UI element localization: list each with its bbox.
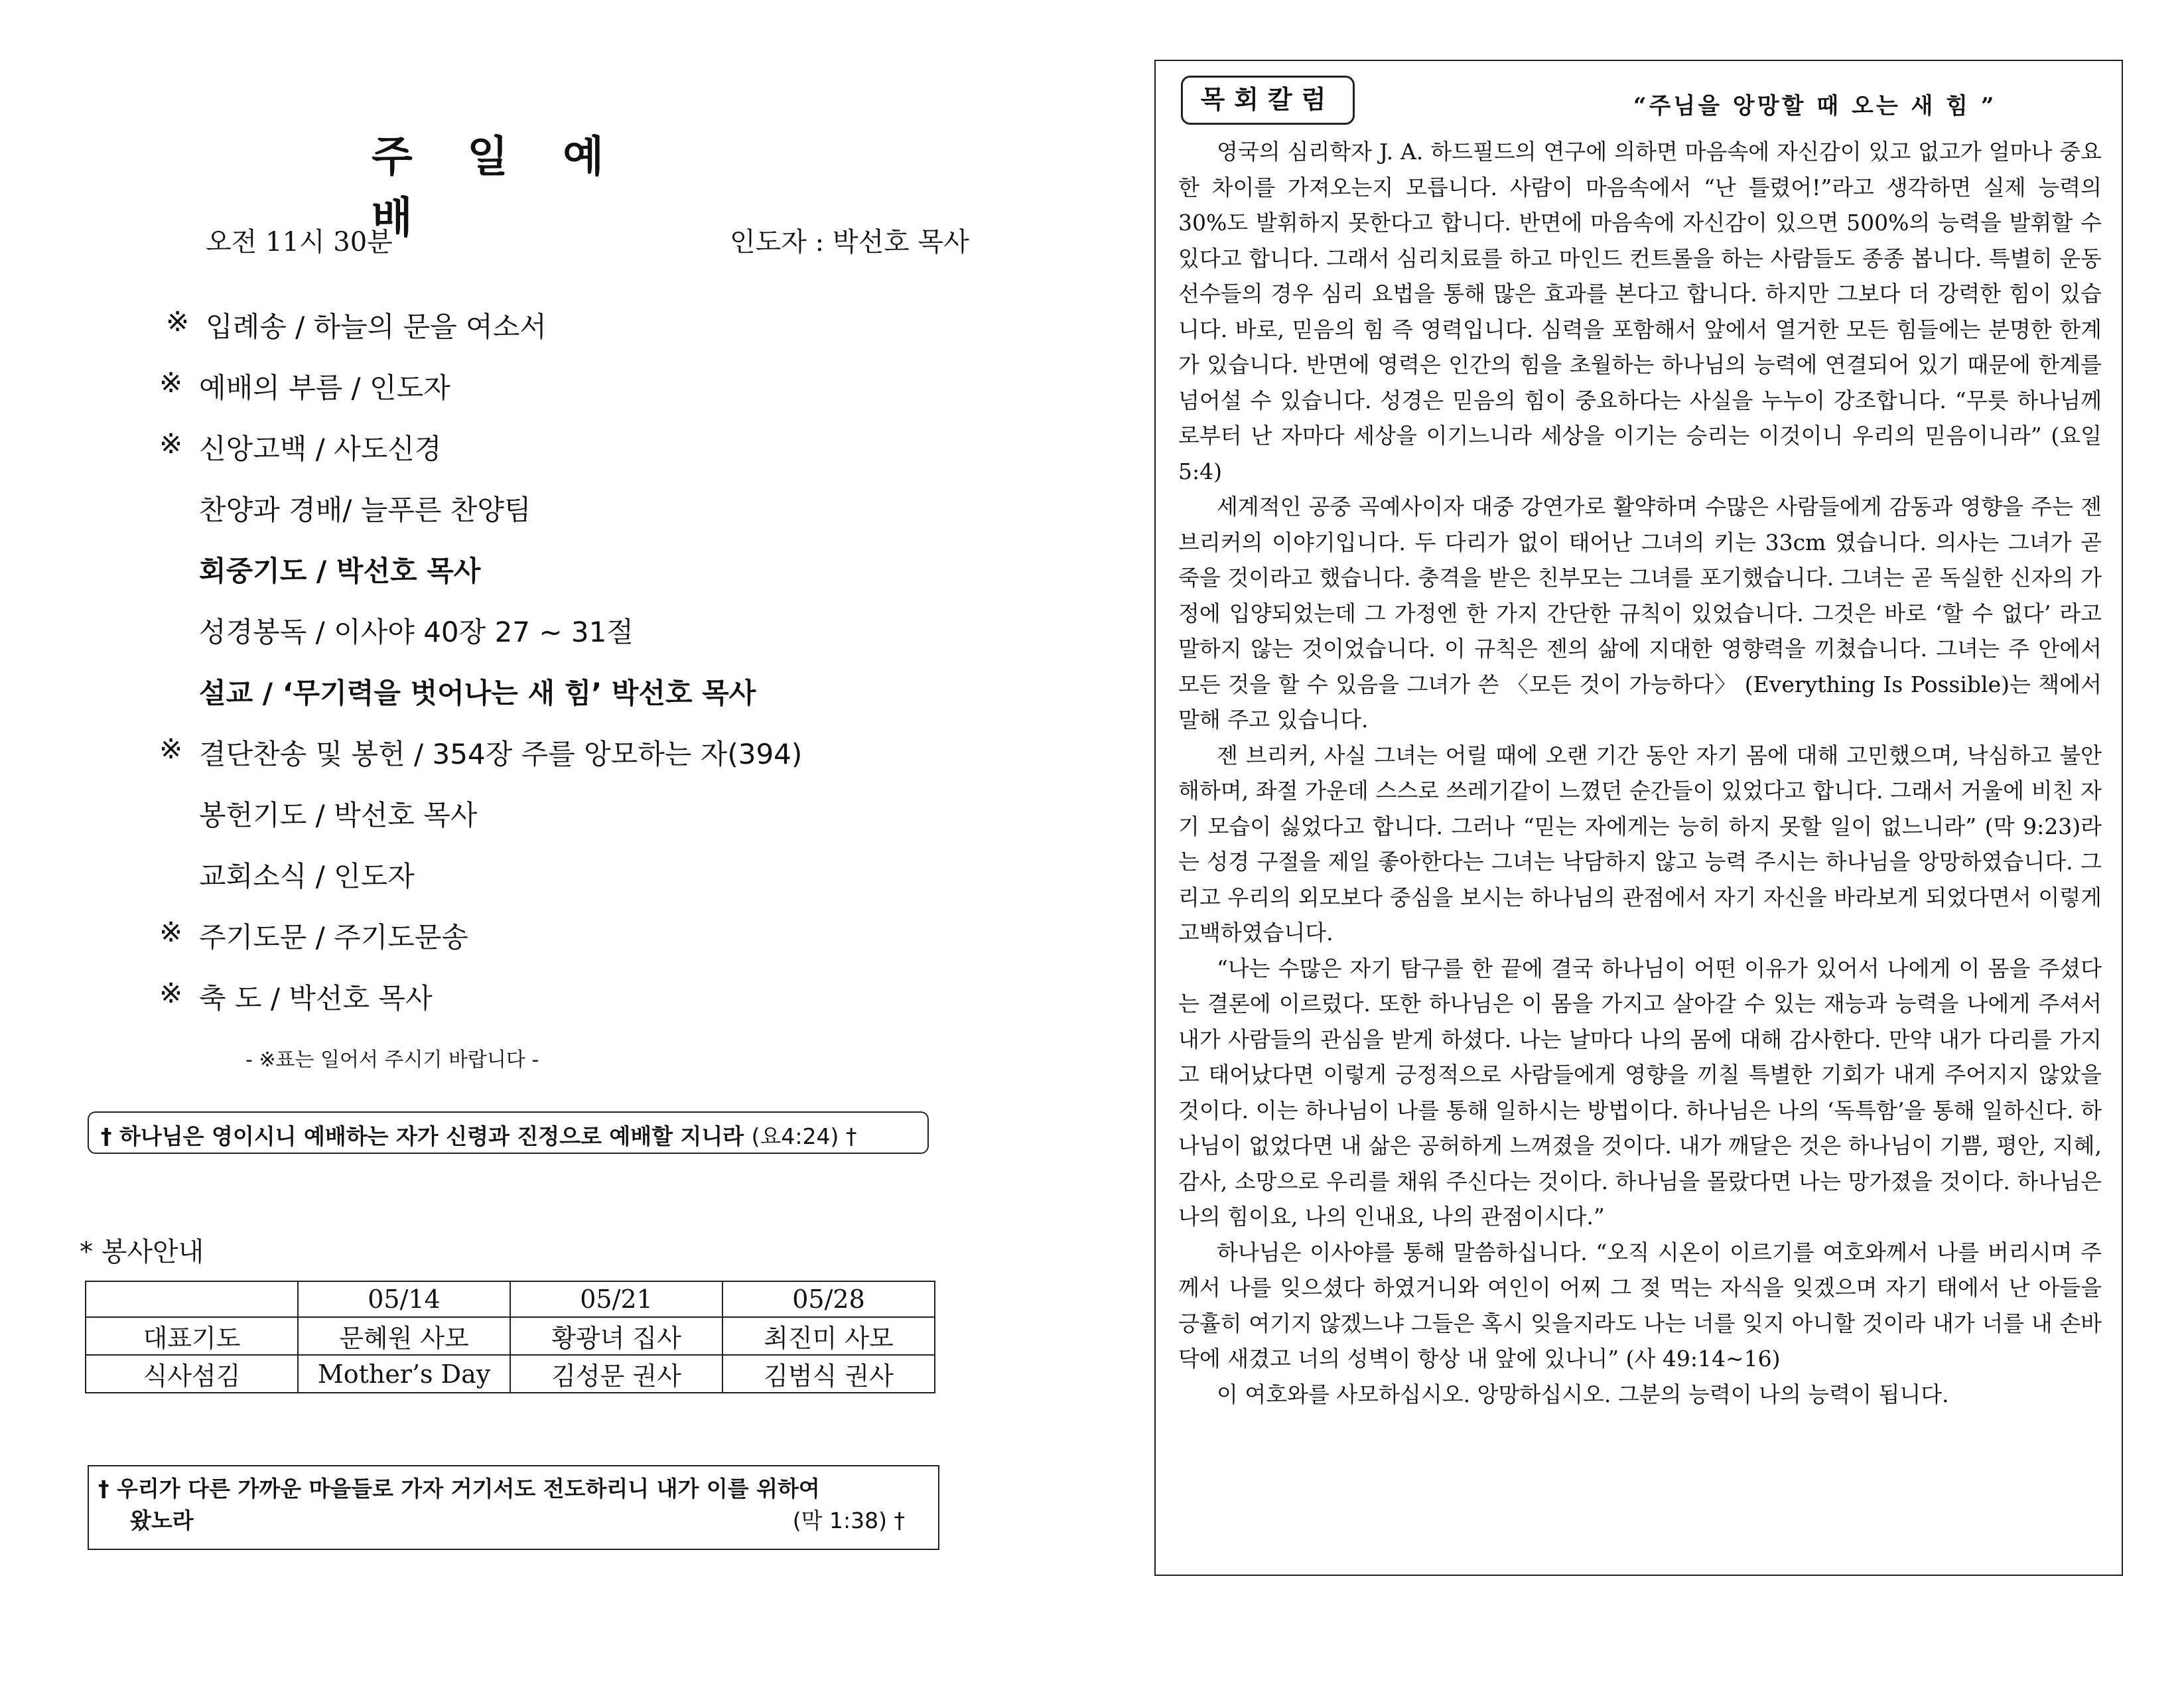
order-item <box>199 549 480 589</box>
column-tag: 목회칼럼 <box>1181 76 1355 125</box>
order-item-text: 설교 / ‘무기력을 벗어나는 새 힘’ 박선호 목사 <box>199 677 756 709</box>
order-item <box>166 305 547 345</box>
table-row <box>86 1355 935 1393</box>
paragraph: 이 여호와를 사모하십시오. 앙망하십시오. 그분의 능력이 나의 능력이 됩니다. <box>1217 1381 1949 1407</box>
worship-time: 오전 11시 30분 <box>206 227 393 257</box>
standing-mark: ※ <box>159 733 183 765</box>
standing-mark: ※ <box>159 366 183 399</box>
order-item-text: 회중기도 / 박선호 목사 <box>199 555 481 587</box>
table-cell: 김범식 권사 <box>722 1355 935 1393</box>
table-header: 05/21 <box>510 1281 722 1317</box>
table-cell: 문혜원 사모 <box>298 1317 510 1355</box>
scripture-box-mark <box>88 1465 939 1550</box>
paragraph: 하나님은 이사야를 통해 말씀하십니다. “오직 시온이 이르기를 여호와께서 나를 버리시며 주께서 나를 잊으셨다 하였거니와 여인이 어찌 그 젖 먹는 자식을 잊겠으며 자기 태에서 난 아들을 긍휼히 여기지 않겠느냐 그들은 혹시 잊을지라도 나는 너를 잊지 아니할 것이라 내가 너를 내 손바닥에 새겼고 너의 성벽이 항상 내 앞에 있나니” (사 49:14~16) <box>1178 1239 2102 1372</box>
order-item-text: 찬양과 경배/ 늘푸른 찬양팀 <box>199 494 531 526</box>
standing-mark: ※ <box>159 427 183 460</box>
order-item <box>159 977 433 1017</box>
order-item-text: 성경봉독 / 이사야 40장 27 ~ 31절 <box>199 616 634 648</box>
order-item-text: 입례송 / 하늘의 문을 여소서 <box>206 311 547 343</box>
order-item-text: 예배의 부름 / 인도자 <box>199 372 450 404</box>
order-item-text: 봉헌기도 / 박선호 목사 <box>199 799 478 831</box>
pastor-column <box>1154 60 2123 1576</box>
order-item-text: 축 도 / 박선호 목사 <box>199 982 433 1015</box>
standing-mark: ※ <box>166 305 190 338</box>
order-item <box>199 794 477 833</box>
worship-leader: 인도자 : 박선호 목사 <box>730 227 969 257</box>
scripture-line: † 우리가 다른 가까운 마을들로 가자 거기서도 전도하리니 내가 이를 위하여 <box>98 1476 820 1502</box>
order-item <box>199 488 531 528</box>
scripture-line <box>98 1505 929 1537</box>
table-cell: 식사섬김 <box>86 1355 298 1393</box>
standing-note: - ※표는 일어서 주시기 바랍니다 - <box>245 1048 539 1072</box>
worship-title: 주 일 예 배 <box>372 132 624 243</box>
column-body <box>1178 134 2102 1412</box>
order-item <box>159 427 442 467</box>
order-item-text: 신앙고백 / 사도신경 <box>199 433 442 465</box>
table-cell: 김성문 권사 <box>510 1355 722 1393</box>
order-item <box>159 733 803 772</box>
scripture-box-john <box>88 1111 929 1154</box>
table-row <box>86 1317 935 1355</box>
table-row <box>86 1281 935 1317</box>
paragraph: “나는 수많은 자기 탐구를 한 끝에 결국 하나님이 어떤 이유가 있어서 나에게 이 몸을 주셨다는 결론에 이르렀다. 또한 하나님은 이 몸을 가지고 살아갈 수 있는 재능과 능력을 나에게 주셔서 내가 사람들의 관심을 받게 하셨다. 나는 날마다 나의 몸에 대해 감사한다. 만약 내가 다리를 가지고 태어났다면 이렇게 긍정적으로 사람들에게 영향을 끼칠 특별한 기회가 내게 주어지지 않았을 것이다. 이는 하나님이 나를 통해 일하시는 방법이다. 하나님은 나의 ‘독특함’을 통해 일하신다. 하나님이 없었다면 내 삶은 공허하게 느껴졌을 것이다. 내가 깨달은 것은 하나님이 기쁨, 평안, 지혜, 감사, 소망으로 우리를 채워 주신다는 것이다. 하나님을 몰랐다면 나는 망가졌을 것이다. 하나님은 나의 힘이요, 나의 인내요, 나의 관점이시다.” <box>1178 955 2102 1230</box>
table-cell: Mother’s Day <box>298 1355 510 1393</box>
order-item-text: 교회소식 / 인도자 <box>199 860 415 892</box>
paragraph: 세계적인 공중 곡예사이자 대중 강연가로 활약하며 수많은 사람들에게 감동과 영향을 주는 젠 브리커의 이야기입니다. 두 다리가 없이 태어난 그녀의 키는 33cm 였습니다. 의사는 그녀가 곧 죽을 것이라고 했습니다. 충격을 받은 친부모는 그녀를 포기했습니다. 그녀는 곧 독실한 신자의 가정에 입양되었는데 그 가정엔 한 가지 간단한 규칙이 있었습니다. 그것은 바로 ‘할 수 없다’ 라고 말하지 않는 것이었습니다. 이 규칙은 젠의 삶에 지대한 영향력을 끼쳤습니다. 그녀는 주 안에서 모든 것을 할 수 있음을 그녀가 쓴 〈모든 것이 가능하다〉 (Everything Is Possible)는 책에서 말해 주고 있습니다. <box>1178 494 2102 733</box>
order-item <box>159 366 450 406</box>
scripture-ref: (막 1:38) † <box>792 1508 905 1533</box>
scripture-text: † 하나님은 영이시니 예배하는 자가 신령과 진정으로 예배할 지니라 <box>101 1123 744 1149</box>
table-cell: 황광녀 집사 <box>510 1317 722 1355</box>
scripture-ref: (요4:24) † <box>751 1123 857 1149</box>
paragraph: 젠 브리커, 사실 그녀는 어릴 때에 오랜 기간 동안 자기 몸에 대해 고민했으며, 낙심하고 불안해하며, 좌절 가운데 스스로 쓰레기같이 느꼈던 순간들이 있었다고 합니다. 그래서 거울에 비친 자기 모습이 싫었다고 합니다. 그러나 “믿는 자에게는 능히 하지 못할 일이 없느니라” (막 9:23)라는 성경 구절을 제일 좋아한다는 그녀는 낙담하지 않고 능력 주시는 하나님을 앙망하였습니다. 그리고 우리의 외모보다 중심을 보시는 하나님의 관점에서 자기 자신을 바라보게 되었다면서 이렇게 고백하였습니다. <box>1178 742 2102 946</box>
order-item-text: 결단찬송 및 봉헌 / 354장 주를 앙모하는 자(394) <box>199 738 803 770</box>
standing-mark: ※ <box>159 916 183 948</box>
table-header: 05/14 <box>298 1281 510 1317</box>
service-title: * 봉사안내 <box>80 1237 204 1267</box>
order-item-text: 주기도문 / 주기도문송 <box>199 921 469 953</box>
column-title: “주님을 앙망할 때 오는 새 힘 ” <box>1633 93 1997 119</box>
table-cell <box>86 1281 298 1317</box>
table-header: 05/28 <box>722 1281 935 1317</box>
order-item-sermon <box>199 671 756 711</box>
service-table <box>85 1281 935 1393</box>
scripture-line-text: 왔노라 <box>130 1508 194 1533</box>
order-item <box>159 916 469 955</box>
table-cell: 최진미 사모 <box>722 1317 935 1355</box>
paragraph: 영국의 심리학자 J. A. 하드필드의 연구에 의하면 마음속에 자신감이 있고 없고가 얼마나 중요한 차이를 가져오는지 모릅니다. 사람이 마음속에서 “난 틀렸어!”라고 생각하면 실제 능력의 30%도 발휘하지 못한다고 합니다. 반면에 마음속에 자신감이 있으면 500%의 능력을 발휘할 수 있다고 합니다. 그래서 심리치료를 하고 마인드 컨트롤을 하는 사람들도 종종 봅니다. 특별히 운동선수들의 경우 심리 요법을 통해 많은 효과를 본다고 합니다. 하지만 그보다 더 강력한 힘이 있습니다. 바로, 믿음의 힘 즉 영력입니다. 심력을 포함해서 앞에서 열거한 모든 힘들에는 분명한 한계가 있습니다. 반면에 영력은 인간의 힘을 초월하는 하나님의 능력에 연결되어 있기 때문에 한계를 넘어설 수 있습니다. 성경은 믿음의 힘이 중요하다는 사실을 누누이 강조합니다. “무릇 하나님께로부터 난 자마다 세상을 이기느니라 세상을 이기는 승리는 이것이니 우리의 믿음이니라” (요일5:4) <box>1178 139 2102 484</box>
order-item <box>199 855 415 894</box>
order-item <box>199 610 634 650</box>
table-cell: 대표기도 <box>86 1317 298 1355</box>
standing-mark: ※ <box>159 977 183 1009</box>
